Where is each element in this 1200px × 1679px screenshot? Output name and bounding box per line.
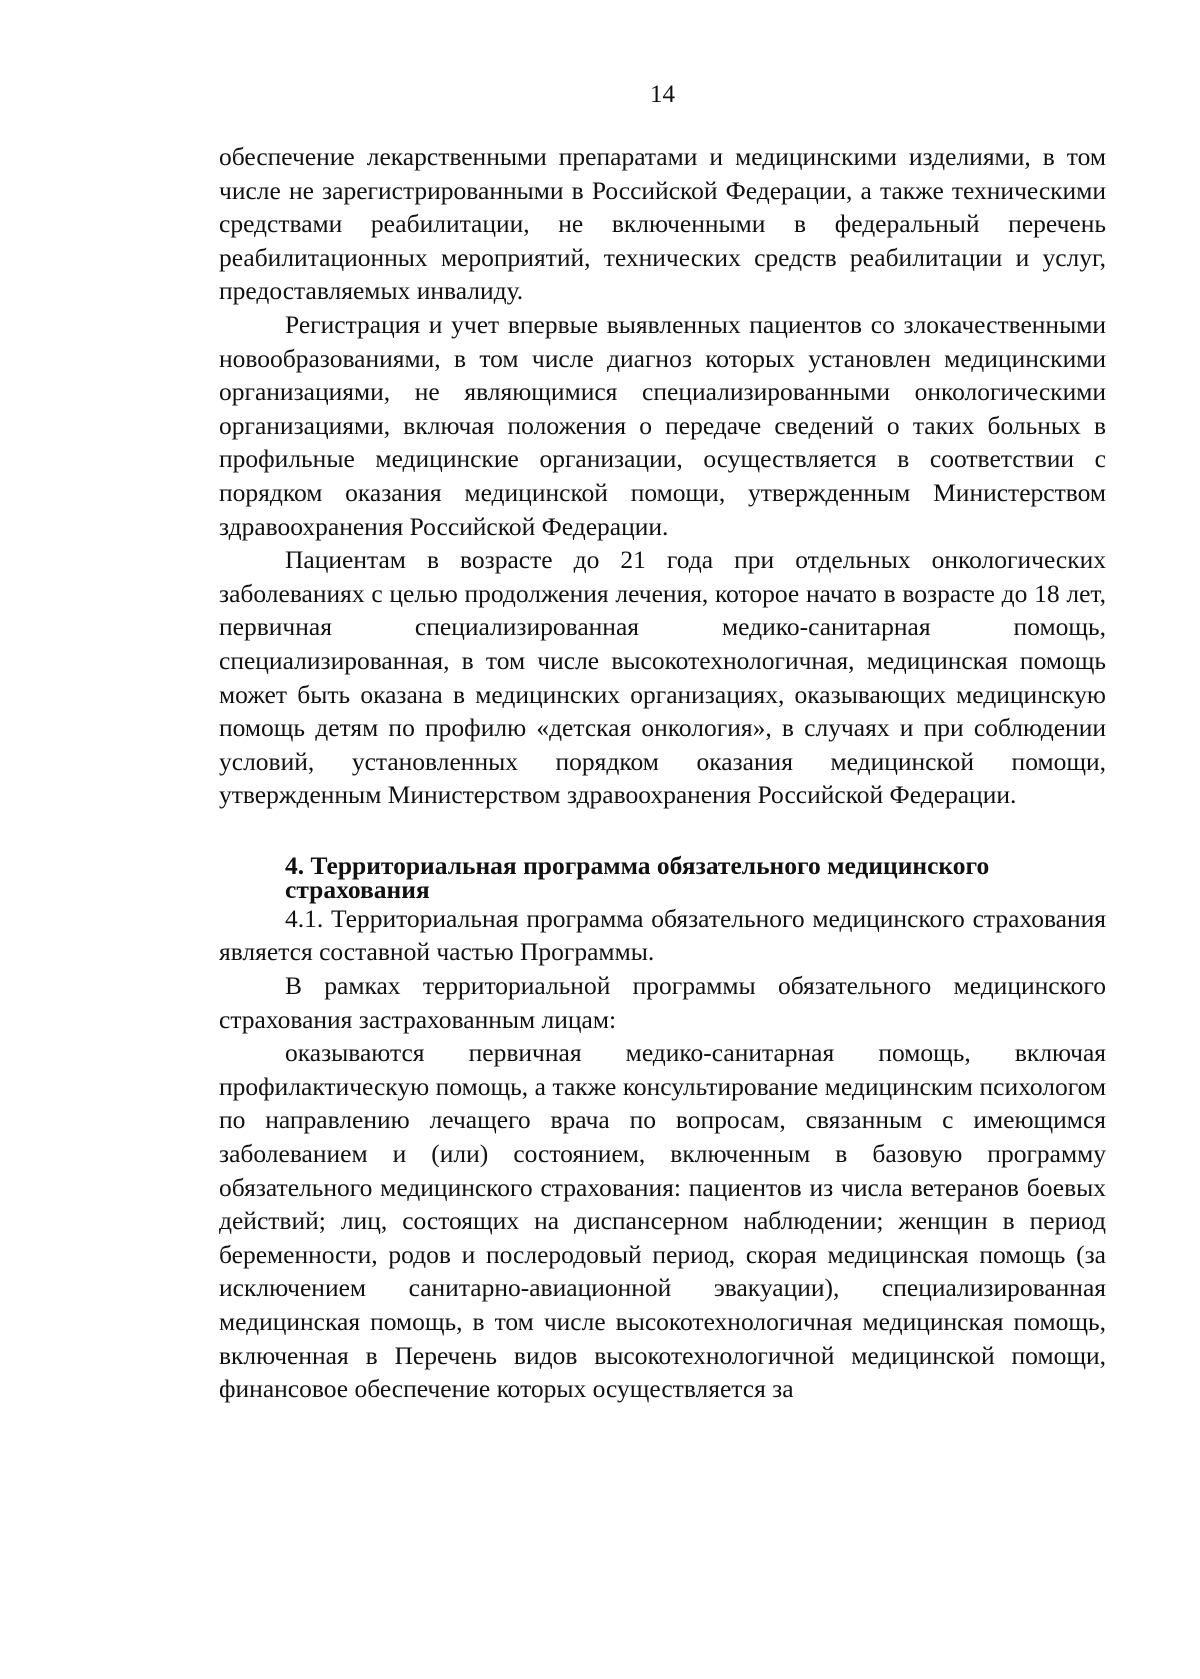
paragraph-pediatric-oncology: Пациентам в возрасте до 21 года при отдельных онкологических заболеваниях с целью продолжения лечения, которое начато в возрасте до 18 лет, первичная специализированная медико-санитарная помощь, специализированная, в том числе высокотехнологичная, медицинская помощь может быть оказана в медицинских организациях, оказывающих медицинскую помощь детям по профилю «детская онкология», в случаях и при соблюдении условий, установленных порядком оказания медицинской помощи, утвержденным Министерством здравоохранения Российской Федерации. — [219, 545, 1106, 810]
section-heading: 4. Территориальная программа обязательного медицинского страхования — [285, 850, 990, 904]
page-number: 14 — [650, 81, 675, 108]
paragraph-services-list: оказываются первичная медико-санитарная помощь, включая профилактическую помощь, а также консультирование медицинским психологом по направлению лечащего врача по вопросам, связанным с имеющимся заболеванием и (или) состоянием, включенным в базовую программу обязательного медицинского страхования: пациентов из числа ветеранов боевых действий; лиц, состоящих на диспансерном наблюдении; женщин в период беременности, родов и послеродовый период, скорая медицинская помощь (за исключением санитарно-авиационной эвакуации), специализированная медицинская помощь, в том числе высокотехнологичная медицинская помощь, включенная в Перечень видов высокотехнологичной медицинской помощи, финансовое обеспечение которых осуществляется за — [219, 1038, 1106, 1404]
paragraph-continuation: обеспечение лекарственными препаратами и медицинскими изделиями, в том числе не зарегистрированными в Российской Федерации, а также техническими средствами реабилитации, не включенными в федеральный перечень реабилитационных мероприятий, технических средств реабилитации и услуг, предоставляемых инвалиду. — [219, 142, 1106, 306]
document-body — [219, 140, 1106, 1406]
paragraph-section-4-1: 4.1. Территориальная программа обязательного медицинского страхования является составной частью Программы. — [219, 903, 1106, 967]
paragraph-insured-persons-intro: В рамках территориальной программы обязательного медицинского страхования застрахованным лицам: — [219, 971, 1106, 1034]
paragraph-cancer-registration: Регистрация и учет впервые выявленных пациентов со злокачественными новообразованиями, в том числе диагноз которых установлен медицинскими организациями, не являющимися специализированными онкологическими организациями, включая положения о передаче сведений о таких больных в профильные медицинские организации, осуществляется в соответствии с порядком оказания медицинской помощи, утвержденным Министерством здравоохранения Российской Федерации. — [219, 309, 1106, 541]
